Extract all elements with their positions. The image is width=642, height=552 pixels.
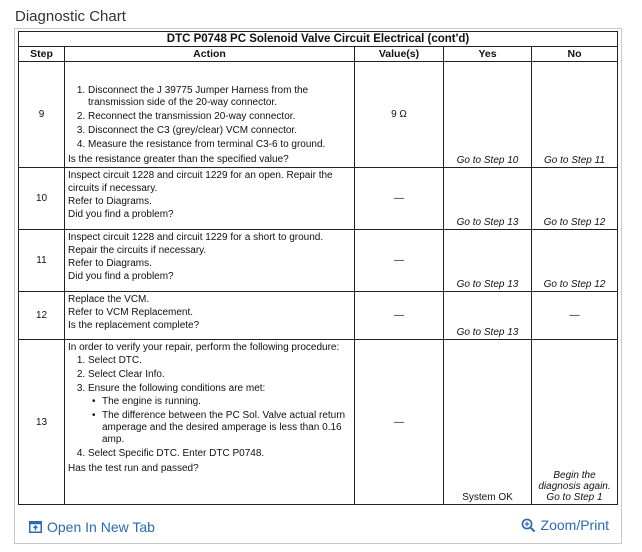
yes-cell: Go to Step 10 (444, 62, 532, 168)
step-number: 12 (19, 292, 65, 340)
action-question: Is the resistance greater than the specified value? (68, 154, 289, 165)
action-question: Did you find a problem? (68, 271, 174, 282)
panel-footer (15, 513, 621, 543)
action-cell (65, 292, 355, 340)
table-row (19, 340, 618, 505)
table-row (19, 168, 618, 230)
action-cell (65, 340, 355, 505)
no-cell: Go to Step 12 (532, 168, 618, 230)
column-header-action: Action (65, 47, 355, 62)
action-item (88, 383, 351, 446)
yes-cell: Go to Step 13 (444, 292, 532, 340)
table-row (19, 292, 618, 340)
action-cell (65, 230, 355, 292)
value-cell: 9 Ω (355, 62, 444, 168)
page-title: Diagnostic Chart (15, 8, 126, 25)
table-row (19, 62, 618, 168)
magnifier-icon (521, 518, 536, 533)
action-item-text: Ensure the following conditions are met: (88, 383, 266, 394)
diagram-panel (14, 28, 622, 544)
yes-cell: System OK (444, 340, 532, 505)
action-question: Is the replacement complete? (68, 320, 200, 331)
action-question: Has the test run and passed? (68, 463, 199, 474)
column-header-yes: Yes (444, 47, 532, 62)
yes-cell: Go to Step 13 (444, 168, 532, 230)
open-in-new-tab-link[interactable] (29, 519, 155, 535)
value-cell: — (355, 168, 444, 230)
zoom-print-label: Zoom/Print (540, 517, 609, 533)
no-cell: Go to Step 11 (532, 62, 618, 168)
action-item: 2. Select Clear Info. (88, 369, 351, 381)
action-line: Refer to Diagrams. (68, 258, 152, 269)
value-cell: — (355, 340, 444, 505)
column-header-no: No (532, 47, 618, 62)
diagnostic-table (18, 31, 618, 505)
action-line: Replace the VCM. (68, 294, 150, 305)
diagnostic-chart-image (18, 31, 617, 507)
action-intro: In order to verify your repair, perform the following procedure: (68, 342, 340, 353)
action-item: 3. Disconnect the C3 (grey/clear) VCM connector. (88, 125, 351, 137)
step-number: 10 (19, 168, 65, 230)
yes-cell: Go to Step 13 (444, 230, 532, 292)
step-number: 13 (19, 340, 65, 505)
no-cell: Go to Step 12 (532, 230, 618, 292)
action-item: 1. Select DTC. (88, 355, 351, 367)
action-item: 1. Disconnect the J 39775 Jumper Harness from the transmission side of the 20-way connector. (88, 85, 351, 109)
table-title: DTC P0748 PC Solenoid Valve Circuit Electrical (cont'd) (19, 32, 618, 47)
column-header-step: Step (19, 47, 65, 62)
table-row (19, 230, 618, 292)
value-cell: — (355, 292, 444, 340)
open-in-new-tab-label: Open In New Tab (47, 519, 155, 535)
zoom-print-link[interactable] (521, 517, 609, 533)
action-item: 4. Measure the resistance from terminal C3-6 to ground. (88, 139, 351, 151)
action-item: 4. Select Specific DTC. Enter DTC P0748. (88, 448, 351, 460)
condition-bullet: • The difference between the PC Sol. Valve actual return amperage and the desired amperage is less than 0.16 amp. (102, 410, 351, 446)
action-cell (65, 168, 355, 230)
action-cell (65, 62, 355, 168)
column-header-values: Value(s) (355, 47, 444, 62)
action-line: Refer to Diagrams. (68, 196, 152, 207)
no-cell: Begin the diagnosis again. Go to Step 1 (532, 340, 618, 505)
action-line: Inspect circuit 1228 and circuit 1229 for an open. Repair the circuits if necessary. (68, 170, 333, 194)
step-number: 11 (19, 230, 65, 292)
action-item: 2. Reconnect the transmission 20-way connector. (88, 111, 351, 123)
value-cell: — (355, 230, 444, 292)
action-question: Did you find a problem? (68, 209, 174, 220)
no-cell: — (532, 292, 618, 340)
step-number: 9 (19, 62, 65, 168)
action-line: Inspect circuit 1228 and circuit 1229 for a short to ground. Repair the circuits if necessary. (68, 232, 324, 256)
action-line: Refer to VCM Replacement. (68, 307, 194, 318)
condition-bullet: • The engine is running. (102, 396, 351, 408)
open-in-new-tab-icon (29, 521, 42, 533)
